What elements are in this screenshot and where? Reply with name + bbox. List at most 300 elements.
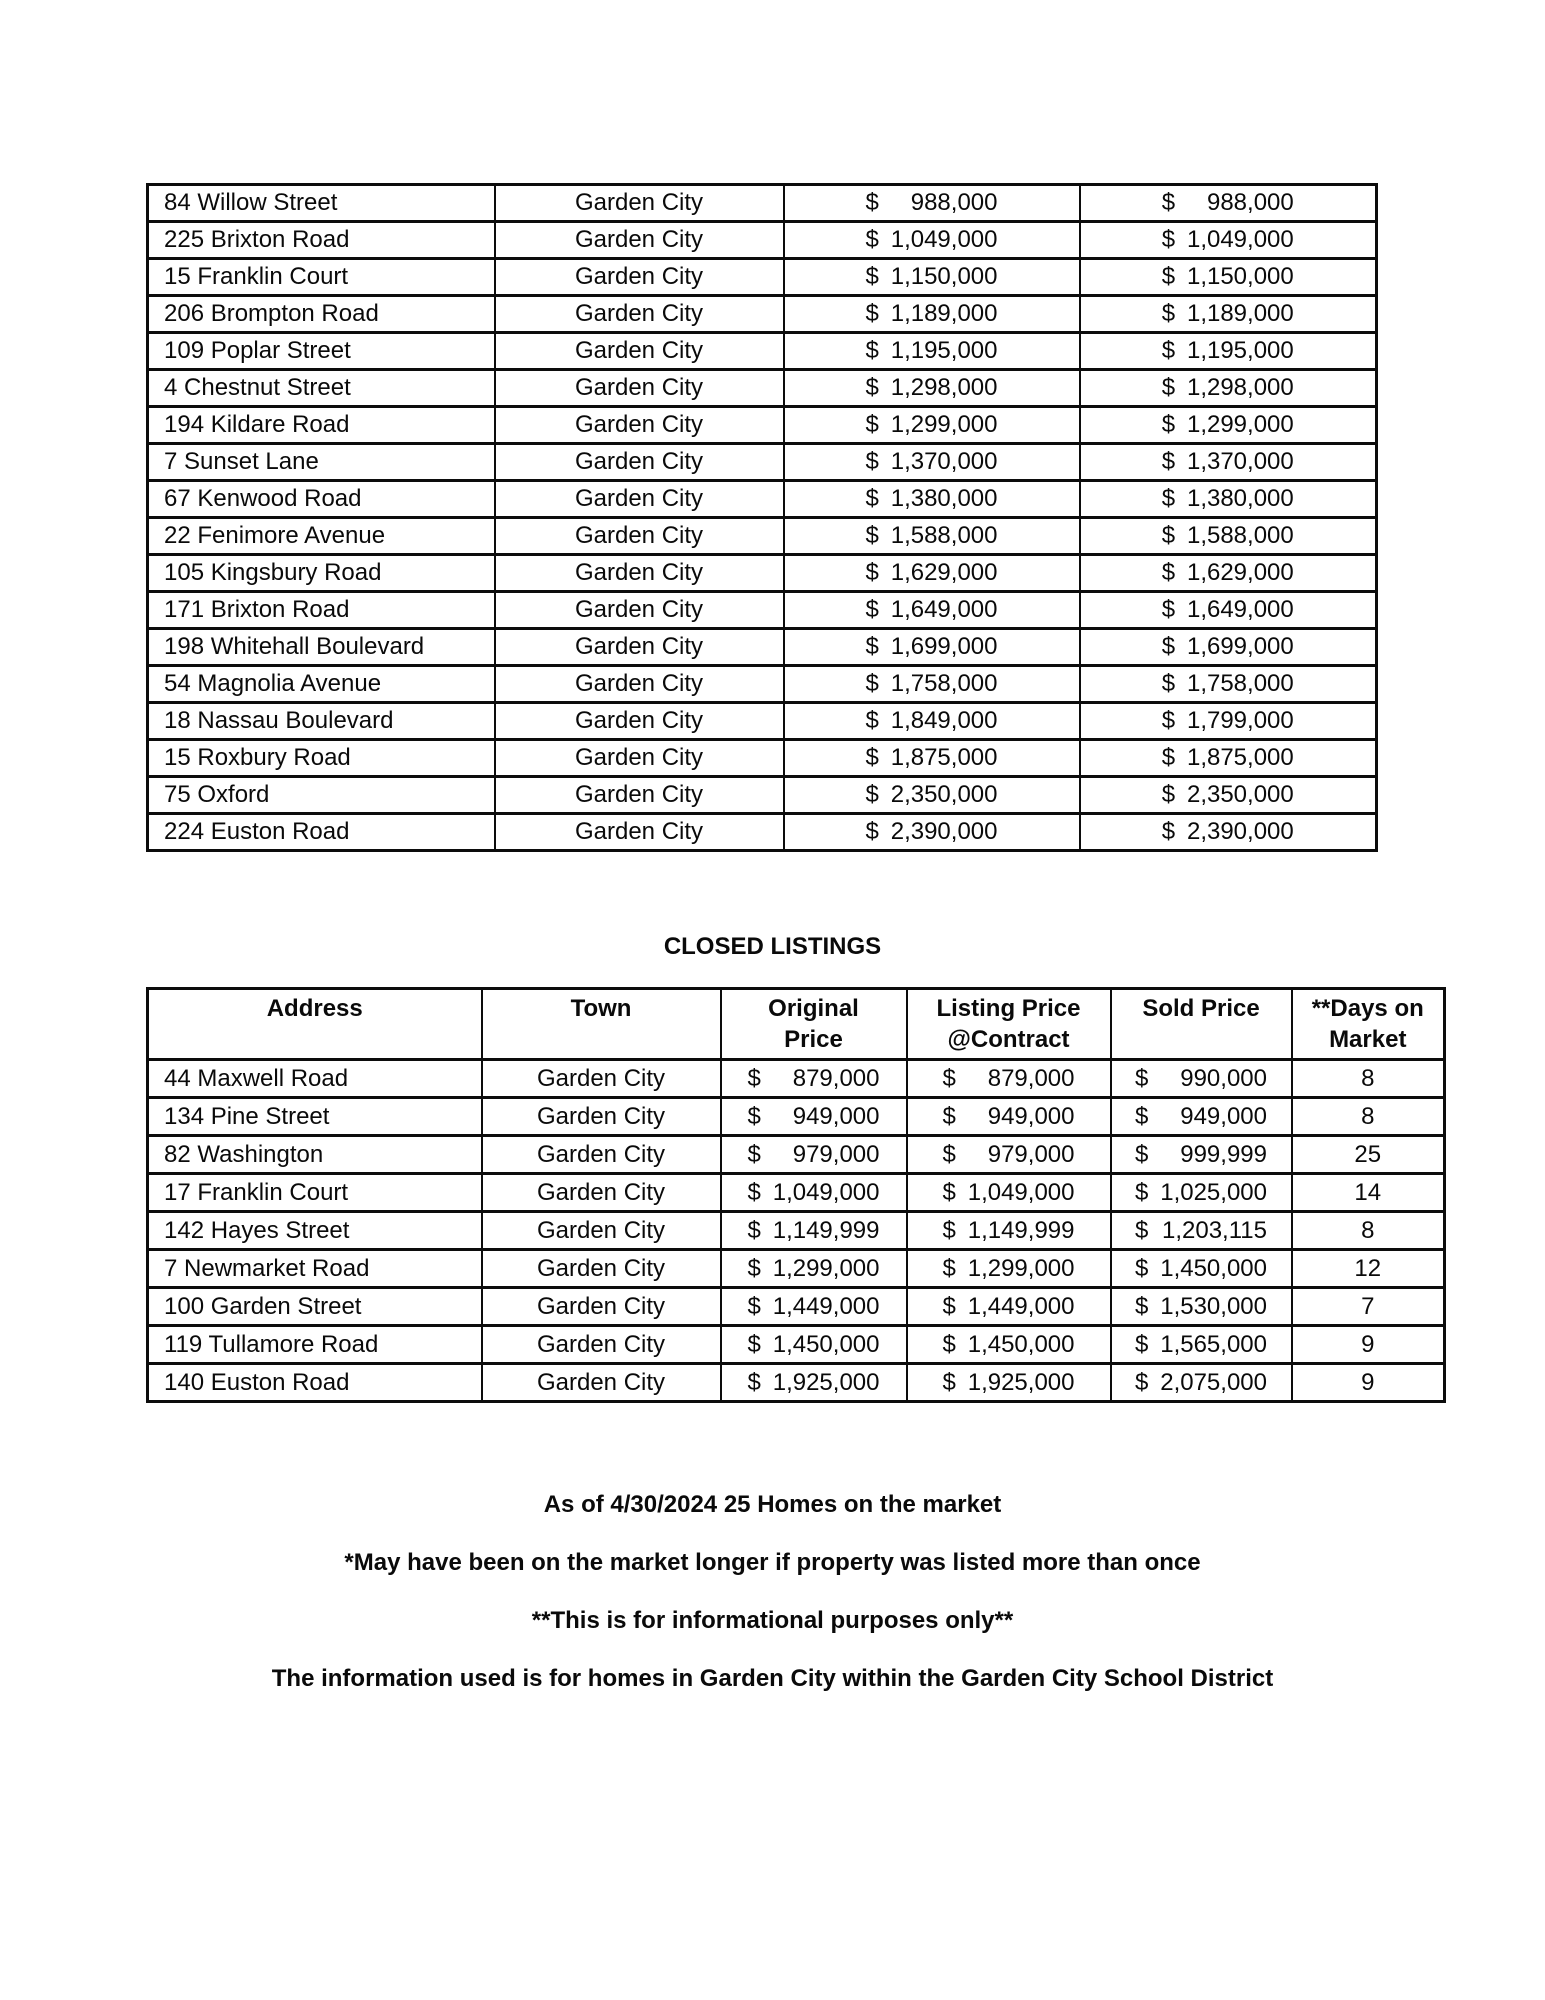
price-accounting [1162, 226, 1294, 254]
table-row [148, 185, 1377, 222]
price-amount: 1,298,000 [1186, 374, 1294, 401]
price-amount: 2,350,000 [1186, 781, 1294, 808]
cell-price2 [1080, 444, 1377, 481]
price-accounting [866, 263, 998, 291]
cell-sold [1111, 1250, 1292, 1288]
price-amount: 1,629,000 [1186, 559, 1294, 586]
currency-symbol: $ [942, 1254, 956, 1282]
price-amount: 949,000 [987, 1102, 1075, 1130]
price-accounting [1162, 707, 1294, 735]
price-amount: 1,380,000 [890, 485, 998, 512]
price-accounting [1135, 1293, 1267, 1321]
currency-symbol: $ [865, 226, 879, 253]
cell-listing [907, 1174, 1111, 1212]
cell-price1 [784, 333, 1080, 370]
price-amount: 1,049,000 [1186, 226, 1294, 253]
active-listings-table [146, 183, 1378, 852]
cell-address: 18 Nassau Boulevard [148, 703, 495, 740]
table-row [148, 222, 1377, 259]
active-listings-body [148, 185, 1377, 851]
price-amount: 1,925,000 [967, 1368, 1075, 1396]
price-accounting [1162, 189, 1294, 217]
currency-symbol: $ [1135, 1254, 1149, 1282]
price-amount: 1,758,000 [890, 670, 998, 697]
currency-symbol: $ [865, 337, 879, 364]
cell-address: 7 Newmarket Road [148, 1250, 482, 1288]
price-accounting [1162, 374, 1294, 402]
price-accounting [1135, 1103, 1267, 1131]
price-amount: 1,925,000 [772, 1368, 880, 1396]
currency-symbol: $ [1161, 374, 1176, 401]
cell-listing [907, 1326, 1111, 1364]
cell-price2 [1080, 592, 1377, 629]
currency-symbol: $ [747, 1254, 761, 1282]
cell-listing [907, 1212, 1111, 1250]
cell-address: 206 Brompton Road [148, 296, 495, 333]
price-accounting [748, 1065, 880, 1093]
cell-days: 9 [1292, 1326, 1445, 1364]
price-amount: 2,390,000 [890, 818, 998, 845]
cell-sold [1111, 1174, 1292, 1212]
price-amount: 979,000 [792, 1140, 880, 1168]
closed-listings-table [146, 987, 1446, 1403]
price-accounting [866, 559, 998, 587]
currency-symbol: $ [747, 1064, 761, 1092]
table-row [148, 1364, 1445, 1402]
price-amount: 1,203,115 [1162, 1216, 1267, 1244]
currency-symbol: $ [1135, 1102, 1149, 1130]
price-amount: 1,449,000 [967, 1292, 1075, 1320]
table-row [148, 333, 1377, 370]
cell-town: Garden City [495, 444, 784, 481]
table-row [148, 1288, 1445, 1326]
cell-town: Garden City [495, 518, 784, 555]
cell-original [721, 1098, 907, 1136]
cell-price2 [1080, 481, 1377, 518]
currency-symbol: $ [942, 1292, 956, 1320]
cell-town: Garden City [482, 1288, 721, 1326]
header-line: Town [570, 995, 632, 1022]
price-amount: 990,000 [1180, 1064, 1267, 1092]
currency-symbol: $ [942, 1368, 956, 1396]
table-row [148, 296, 1377, 333]
currency-symbol: $ [1135, 1064, 1149, 1092]
column-header-town [482, 989, 721, 1060]
cell-town: Garden City [482, 1212, 721, 1250]
price-amount: 1,299,000 [772, 1254, 880, 1282]
price-accounting [943, 1179, 1075, 1207]
price-accounting [866, 300, 998, 328]
price-amount: 1,189,000 [1186, 300, 1294, 327]
price-accounting [866, 596, 998, 624]
price-amount: 1,649,000 [1186, 596, 1294, 623]
cell-price1 [784, 703, 1080, 740]
table-row [148, 1136, 1445, 1174]
price-amount: 1,049,000 [967, 1178, 1075, 1206]
cell-sold [1111, 1288, 1292, 1326]
cell-days: 9 [1292, 1364, 1445, 1402]
table-row [148, 370, 1377, 407]
price-accounting [943, 1255, 1075, 1283]
price-amount: 1,299,000 [1186, 411, 1294, 438]
cell-address: 225 Brixton Road [148, 222, 495, 259]
currency-symbol: $ [1161, 633, 1176, 660]
price-amount: 2,075,000 [1160, 1368, 1267, 1396]
table-row [148, 592, 1377, 629]
cell-town: Garden City [482, 1098, 721, 1136]
header-line: Sold Price [1142, 995, 1260, 1022]
cell-listing [907, 1136, 1111, 1174]
price-amount: 1,150,000 [890, 263, 998, 290]
price-amount: 2,390,000 [1186, 818, 1294, 845]
table-row [148, 1326, 1445, 1364]
currency-symbol: $ [942, 1330, 956, 1358]
price-amount: 1,699,000 [890, 633, 998, 660]
cell-town: Garden City [495, 333, 784, 370]
price-amount: 1,849,000 [890, 707, 998, 734]
currency-symbol: $ [1161, 411, 1176, 438]
cell-price2 [1080, 629, 1377, 666]
price-accounting [866, 744, 998, 772]
header-line: Market [1329, 1026, 1407, 1053]
cell-sold [1111, 1326, 1292, 1364]
header-line: Listing Price [936, 995, 1081, 1022]
currency-symbol: $ [747, 1178, 761, 1206]
table-row [148, 740, 1377, 777]
header-line: Price [784, 1026, 843, 1053]
price-amount: 1,450,000 [967, 1330, 1075, 1358]
cell-price2 [1080, 814, 1377, 851]
closed-listings-header [148, 989, 1445, 1060]
price-accounting [866, 707, 998, 735]
currency-symbol: $ [865, 263, 879, 290]
cell-original [721, 1060, 907, 1098]
cell-price2 [1080, 370, 1377, 407]
price-accounting [866, 485, 998, 513]
price-accounting [1162, 670, 1294, 698]
cell-price1 [784, 407, 1080, 444]
cell-town: Garden City [495, 814, 784, 851]
cell-address: 140 Euston Road [148, 1364, 482, 1402]
price-amount: 1,299,000 [890, 411, 998, 438]
currency-symbol: $ [747, 1102, 761, 1130]
currency-symbol: $ [747, 1216, 761, 1244]
price-accounting [866, 781, 998, 809]
cell-town: Garden City [495, 222, 784, 259]
price-accounting [1135, 1141, 1267, 1169]
table-row [148, 666, 1377, 703]
cell-price1 [784, 296, 1080, 333]
price-amount: 1,189,000 [890, 300, 998, 327]
currency-symbol: $ [865, 781, 879, 808]
price-accounting [866, 374, 998, 402]
cell-address: 194 Kildare Road [148, 407, 495, 444]
price-accounting [1162, 744, 1294, 772]
currency-symbol: $ [1161, 596, 1176, 623]
cell-price2 [1080, 740, 1377, 777]
currency-symbol: $ [1161, 448, 1176, 475]
table-row [148, 1174, 1445, 1212]
price-accounting [866, 818, 998, 846]
footer-note-single-asterisk: *May have been on the market longer if property was listed more than once [344, 1549, 1201, 1576]
cell-address: 84 Willow Street [148, 185, 495, 222]
price-amount: 1,799,000 [1186, 707, 1294, 734]
price-accounting [866, 670, 998, 698]
currency-symbol: $ [1161, 707, 1176, 734]
currency-symbol: $ [1135, 1292, 1149, 1320]
currency-symbol: $ [865, 633, 879, 660]
price-accounting [1135, 1369, 1267, 1397]
currency-symbol: $ [1135, 1216, 1149, 1244]
cell-town: Garden City [495, 370, 784, 407]
currency-symbol: $ [865, 522, 879, 549]
cell-town: Garden City [495, 481, 784, 518]
cell-listing [907, 1288, 1111, 1326]
price-accounting [1162, 781, 1294, 809]
cell-days: 25 [1292, 1136, 1445, 1174]
price-amount: 1,195,000 [1186, 337, 1294, 364]
price-accounting [866, 633, 998, 661]
cell-town: Garden City [495, 703, 784, 740]
price-accounting [1162, 818, 1294, 846]
table-row [148, 629, 1377, 666]
price-amount: 1,370,000 [890, 448, 998, 475]
price-accounting [943, 1369, 1075, 1397]
footer-note-double-asterisk: **This is for informational purposes only** [531, 1607, 1014, 1634]
price-amount: 1,875,000 [1186, 744, 1294, 771]
price-amount: 1,299,000 [967, 1254, 1075, 1282]
price-amount: 1,449,000 [772, 1292, 880, 1320]
table-row [148, 444, 1377, 481]
cell-address: 119 Tullamore Road [148, 1326, 482, 1364]
header-row [148, 989, 1445, 1060]
cell-price1 [784, 185, 1080, 222]
table-row [148, 1098, 1445, 1136]
cell-address: 100 Garden Street [148, 1288, 482, 1326]
price-accounting [748, 1179, 880, 1207]
cell-price2 [1080, 703, 1377, 740]
cell-price2 [1080, 407, 1377, 444]
currency-symbol: $ [747, 1140, 761, 1168]
cell-town: Garden City [495, 185, 784, 222]
cell-address: 22 Fenimore Avenue [148, 518, 495, 555]
price-accounting [943, 1331, 1075, 1359]
price-accounting [943, 1293, 1075, 1321]
price-amount: 1,649,000 [890, 596, 998, 623]
price-accounting [866, 337, 998, 365]
currency-symbol: $ [747, 1330, 761, 1358]
cell-listing [907, 1364, 1111, 1402]
column-header-sold [1111, 989, 1292, 1060]
price-amount: 1,149,999 [772, 1216, 880, 1244]
column-header-days [1292, 989, 1445, 1060]
cell-town: Garden City [495, 740, 784, 777]
table-row [148, 407, 1377, 444]
table-row [148, 518, 1377, 555]
cell-town: Garden City [495, 555, 784, 592]
price-amount: 1,588,000 [1186, 522, 1294, 549]
cell-price1 [784, 518, 1080, 555]
price-amount: 1,380,000 [1186, 485, 1294, 512]
footer-note-market-count: As of 4/30/2024 25 Homes on the market [543, 1491, 1002, 1518]
price-accounting [866, 226, 998, 254]
table-row [148, 555, 1377, 592]
cell-town: Garden City [482, 1060, 721, 1098]
price-accounting [748, 1369, 880, 1397]
currency-symbol: $ [1161, 522, 1176, 549]
cell-original [721, 1136, 907, 1174]
price-accounting [1162, 633, 1294, 661]
price-amount: 1,149,999 [967, 1216, 1075, 1244]
price-amount: 999,999 [1180, 1140, 1267, 1168]
cell-days: 8 [1292, 1098, 1445, 1136]
price-accounting [866, 448, 998, 476]
price-accounting [1162, 448, 1294, 476]
cell-price1 [784, 370, 1080, 407]
price-amount: 949,000 [1180, 1102, 1267, 1130]
cell-original [721, 1326, 907, 1364]
price-amount: 1,298,000 [890, 374, 998, 401]
currency-symbol: $ [1135, 1368, 1149, 1396]
currency-symbol: $ [1161, 226, 1176, 253]
price-amount: 1,450,000 [772, 1330, 880, 1358]
cell-days: 8 [1292, 1060, 1445, 1098]
cell-address: 82 Washington [148, 1136, 482, 1174]
price-amount: 1,588,000 [890, 522, 998, 549]
column-header-address [148, 989, 482, 1060]
cell-town: Garden City [495, 777, 784, 814]
cell-town: Garden City [495, 592, 784, 629]
currency-symbol: $ [1135, 1178, 1149, 1206]
currency-symbol: $ [865, 411, 879, 438]
currency-symbol: $ [942, 1178, 956, 1206]
currency-symbol: $ [865, 485, 879, 512]
cell-address: 7 Sunset Lane [148, 444, 495, 481]
cell-town: Garden City [482, 1364, 721, 1402]
cell-days: 12 [1292, 1250, 1445, 1288]
cell-town: Garden City [495, 296, 784, 333]
cell-price2 [1080, 296, 1377, 333]
price-accounting [1135, 1179, 1267, 1207]
price-amount: 1,195,000 [890, 337, 998, 364]
currency-symbol: $ [865, 559, 879, 586]
table-row [148, 703, 1377, 740]
price-accounting [748, 1103, 880, 1131]
price-amount: 1,450,000 [1160, 1254, 1267, 1282]
price-accounting [1135, 1217, 1267, 1245]
price-accounting [1162, 337, 1294, 365]
header-line: @Contract [947, 1026, 1070, 1053]
cell-original [721, 1212, 907, 1250]
currency-symbol: $ [865, 596, 879, 623]
currency-symbol: $ [865, 374, 879, 401]
table-row [148, 259, 1377, 296]
price-amount: 1,565,000 [1160, 1330, 1267, 1358]
cell-address: 67 Kenwood Road [148, 481, 495, 518]
currency-symbol: $ [1161, 485, 1176, 512]
price-accounting [943, 1065, 1075, 1093]
currency-symbol: $ [1161, 670, 1176, 697]
table-row [148, 777, 1377, 814]
table-row [148, 1250, 1445, 1288]
currency-symbol: $ [1161, 744, 1176, 771]
currency-symbol: $ [1135, 1330, 1149, 1358]
currency-symbol: $ [865, 744, 879, 771]
price-accounting [1135, 1255, 1267, 1283]
cell-original [721, 1174, 907, 1212]
column-header-original [721, 989, 907, 1060]
cell-listing [907, 1098, 1111, 1136]
cell-address: 109 Poplar Street [148, 333, 495, 370]
cell-price1 [784, 777, 1080, 814]
cell-price1 [784, 555, 1080, 592]
cell-sold [1111, 1060, 1292, 1098]
cell-days: 14 [1292, 1174, 1445, 1212]
price-amount: 1,049,000 [772, 1178, 880, 1206]
currency-symbol: $ [747, 1368, 761, 1396]
currency-symbol: $ [1135, 1140, 1149, 1168]
currency-symbol: $ [1161, 337, 1176, 364]
price-accounting [748, 1141, 880, 1169]
price-amount: 979,000 [987, 1140, 1075, 1168]
cell-price2 [1080, 185, 1377, 222]
price-accounting [748, 1217, 880, 1245]
price-amount: 1,025,000 [1160, 1178, 1267, 1206]
cell-listing [907, 1250, 1111, 1288]
cell-price2 [1080, 259, 1377, 296]
currency-symbol: $ [865, 300, 879, 327]
price-accounting [866, 411, 998, 439]
price-amount: 1,758,000 [1186, 670, 1294, 697]
cell-price1 [784, 629, 1080, 666]
cell-price1 [784, 814, 1080, 851]
table-row [148, 1212, 1445, 1250]
cell-price2 [1080, 777, 1377, 814]
price-amount: 879,000 [792, 1064, 880, 1092]
price-amount: 949,000 [792, 1102, 880, 1130]
cell-town: Garden City [495, 259, 784, 296]
price-accounting [1135, 1065, 1267, 1093]
cell-price1 [784, 222, 1080, 259]
currency-symbol: $ [1161, 559, 1176, 586]
cell-address: 105 Kingsbury Road [148, 555, 495, 592]
price-accounting [1162, 263, 1294, 291]
cell-price2 [1080, 222, 1377, 259]
cell-days: 7 [1292, 1288, 1445, 1326]
cell-town: Garden City [482, 1250, 721, 1288]
currency-symbol: $ [865, 818, 879, 845]
cell-address: 224 Euston Road [148, 814, 495, 851]
cell-town: Garden City [495, 407, 784, 444]
cell-address: 134 Pine Street [148, 1098, 482, 1136]
cell-price1 [784, 666, 1080, 703]
currency-symbol: $ [942, 1064, 956, 1092]
cell-address: 142 Hayes Street [148, 1212, 482, 1250]
currency-symbol: $ [865, 189, 879, 216]
price-accounting [866, 189, 998, 217]
cell-address: 15 Roxbury Road [148, 740, 495, 777]
currency-symbol: $ [1161, 300, 1176, 327]
price-accounting [1162, 485, 1294, 513]
price-amount: 2,350,000 [890, 781, 998, 808]
price-amount: 988,000 [1206, 189, 1294, 216]
cell-town: Garden City [495, 666, 784, 703]
cell-price2 [1080, 555, 1377, 592]
cell-address: 4 Chestnut Street [148, 370, 495, 407]
price-amount: 1,049,000 [890, 226, 998, 253]
price-accounting [1162, 522, 1294, 550]
price-accounting [943, 1103, 1075, 1131]
